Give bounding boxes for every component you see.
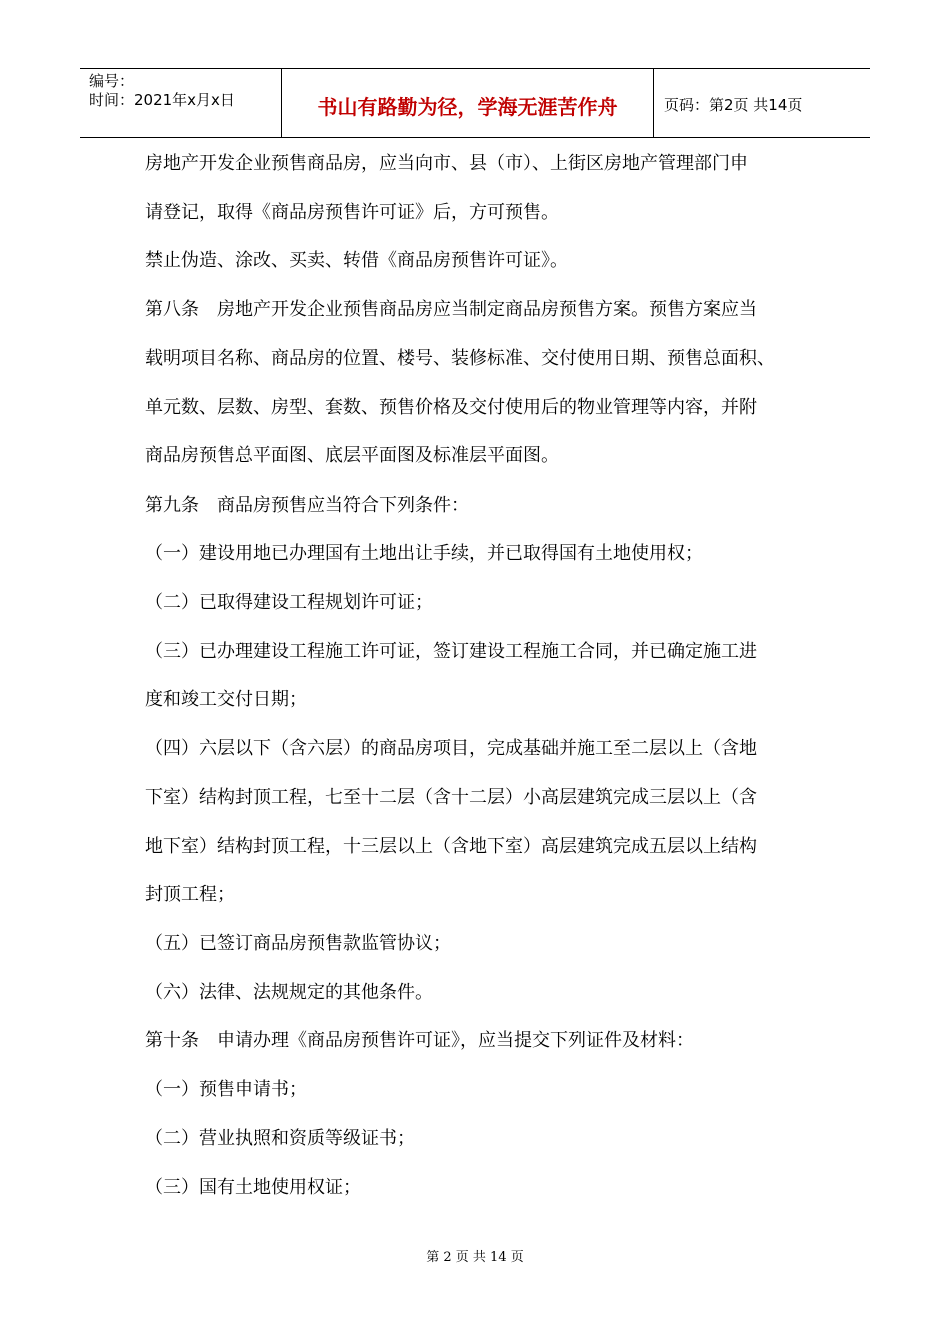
body-line: （四）六层以下（含六层）的商品房项目，完成基础并施工至二层以上（含地 xyxy=(145,738,757,759)
header-info-cell xyxy=(80,69,282,137)
body-line: （二）已取得建设工程规划许可证； xyxy=(145,592,433,613)
document-time-label: 时间：2021年x月x日 xyxy=(89,91,235,109)
body-line: 单元数、层数、房型、套数、预售价格及交付使用后的物业管理等内容，并附 xyxy=(145,397,757,418)
document-number-label: 编号： xyxy=(89,72,135,90)
body-line: （三）已办理建设工程施工许可证，签订建设工程施工合同，并已确定施工进 xyxy=(145,641,757,662)
body-line: 地下室）结构封顶工程，十三层以上（含地下室）高层建筑完成五层以上结构 xyxy=(145,836,757,857)
body-line: （一）预售申请书； xyxy=(145,1079,307,1100)
body-line: （一）建设用地已办理国有土地出让手续，并已取得国有土地使用权； xyxy=(145,543,703,564)
body-line: 房地产开发企业预售商品房，应当向市、县（市）、上街区房地产管理部门申 xyxy=(145,153,748,174)
body-line: 载明项目名称、商品房的位置、楼号、装修标准、交付使用日期、预售总面积、 xyxy=(145,348,775,369)
body-line: 请登记，取得《商品房预售许可证》后，方可预售。 xyxy=(145,202,559,223)
body-line: 度和竣工交付日期； xyxy=(145,689,307,710)
body-line: 封顶工程； xyxy=(145,884,235,905)
body-line: （五）已签订商品房预售款监管协议； xyxy=(145,933,451,954)
page-header xyxy=(80,68,870,138)
body-line: 第九条 商品房预售应当符合下列条件： xyxy=(145,495,469,516)
body-line: 第十条 申请办理《商品房预售许可证》，应当提交下列证件及材料： xyxy=(145,1030,694,1051)
body-line: （六）法律、法规规定的其他条件。 xyxy=(145,982,433,1003)
body-line: （二）营业执照和资质等级证书； xyxy=(145,1128,415,1149)
body-line: 商品房预售总平面图、底层平面图及标准层平面图。 xyxy=(145,445,559,466)
header-page-cell xyxy=(654,69,870,137)
body-line: （三）国有土地使用权证； xyxy=(145,1177,361,1198)
header-page-info: 页码：第2页 共14页 xyxy=(664,96,803,114)
page-footer: 第 2 页 共 14 页 xyxy=(426,1250,524,1265)
header-motto-cell xyxy=(282,69,654,137)
body-line: 禁止伪造、涂改、买卖、转借《商品房预售许可证》。 xyxy=(145,250,568,271)
header-motto: 书山有路勤为径，学海无涯苦作舟 xyxy=(317,95,618,119)
body-line: 下室）结构封顶工程，七至十二层（含十二层）小高层建筑完成三层以上（含 xyxy=(145,787,757,808)
body-line: 第八条 房地产开发企业预售商品房应当制定商品房预售方案。预售方案应当 xyxy=(145,299,757,320)
